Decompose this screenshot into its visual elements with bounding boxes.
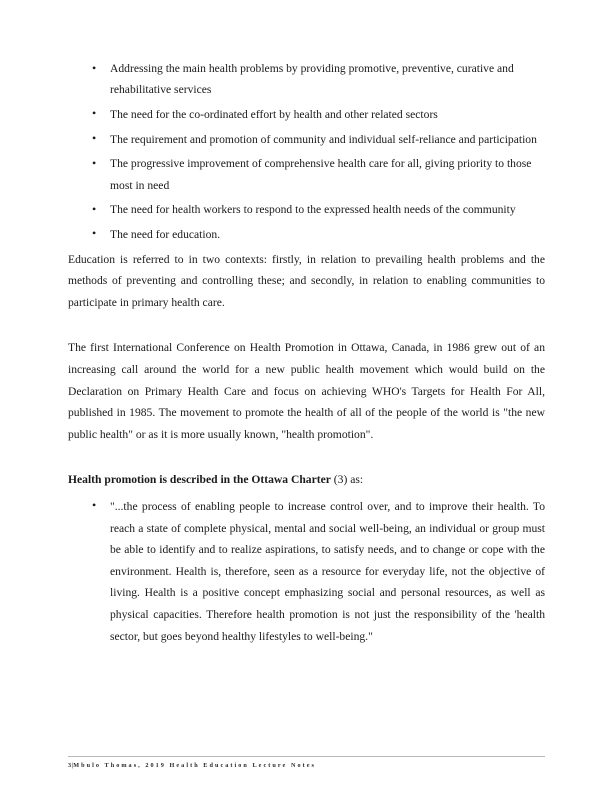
primary-health-care-list [68, 58, 545, 245]
list-item: • The need for education. [68, 224, 545, 245]
list-item: • The need for the co-ordinated effort by health and other related sectors [68, 104, 545, 125]
list-item: • The requirement and promotion of community and individual self-reliance and participation [68, 129, 545, 150]
ottawa-charter-quote-list [68, 496, 545, 647]
footer-text [68, 762, 545, 769]
paragraph-education-contexts: Education is referred to in two contexts: firstly, in relation to prevailing health problems and the methods of preventing and controlling these; and secondly, in relation to enabling communities to participate in primary health care. [68, 252, 545, 309]
ottawa-charter-heading-citation: (3) as: [330, 473, 364, 487]
document-content [68, 58, 545, 651]
ottawa-charter-heading [68, 469, 545, 491]
list-item: • "...the process of enabling people to increase control over, and to improve their health. To reach a state of complete physical, mental and social well-being, an individual or group must be able to identify and to realize aspirations, to satisfy needs, and to change or cope with the environment. Health is, therefore, seen as a resource for everyday life, not the objective of living. Health is a positive concept emphasizing social and personal resources, as well as physical capacities. Therefore health promotion is not just the responsibility of the 'health sector, but goes beyond healthy lifestyles to well-being." [68, 496, 545, 647]
ottawa-charter-heading-bold: Health promotion is described in the Ottawa Charter [68, 473, 331, 487]
paragraph-ottawa-conference: The first International Conference on Health Promotion in Ottawa, Canada, in 1986 grew out of an increasing call around the world for a new public health movement which would build on the Declaration on Primary Health Care and focus on achieving WHO's Targets for Health For All, published in 1985. The movement to promote the health of all of the people of the world is "the new public health" or as it is more usually known, "health promotion". [68, 341, 545, 441]
list-item: • The need for health workers to respond to the expressed health needs of the community [68, 199, 545, 220]
list-item: • Addressing the main health problems by providing promotive, preventive, curative and rehabilitative services [68, 58, 545, 100]
paragraph-spacer [68, 445, 545, 469]
footer-separator: | [71, 762, 74, 769]
footer-divider [68, 756, 545, 757]
paragraph-spacer [68, 313, 545, 337]
footer-page-number: 3 [68, 762, 72, 769]
page-footer [68, 756, 545, 769]
footer-label: Mbulo Thomas, 2019 Health Education Lecture Notes [73, 762, 316, 769]
list-item: • The progressive improvement of comprehensive health care for all, giving priority to those most in need [68, 153, 545, 195]
